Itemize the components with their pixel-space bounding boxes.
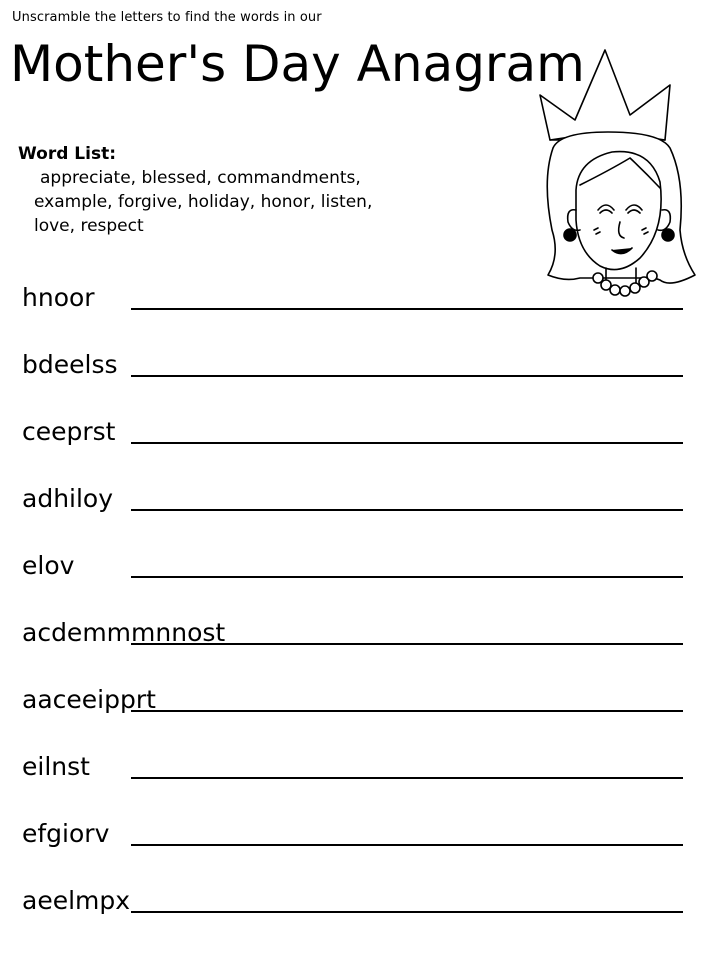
answer-line[interactable] bbox=[131, 509, 683, 511]
worksheet-title: Mother's Day Anagram bbox=[10, 35, 585, 93]
answer-line[interactable] bbox=[131, 777, 683, 779]
anagram-row bbox=[0, 283, 718, 323]
answer-line[interactable] bbox=[131, 308, 683, 310]
answer-line[interactable] bbox=[131, 576, 683, 578]
scrambled-word: eilnst bbox=[22, 752, 90, 781]
answer-line[interactable] bbox=[131, 710, 683, 712]
anagram-row bbox=[0, 886, 718, 926]
anagram-row bbox=[0, 417, 718, 457]
answer-line[interactable] bbox=[131, 911, 683, 913]
answer-line[interactable] bbox=[131, 375, 683, 377]
scrambled-word: ceeprst bbox=[22, 417, 116, 446]
scrambled-word: aeelmpx bbox=[22, 886, 131, 915]
scrambled-word: hnoor bbox=[22, 283, 95, 312]
anagram-row bbox=[0, 618, 718, 658]
word-list-label: Word List: bbox=[18, 144, 116, 164]
answer-line[interactable] bbox=[131, 442, 683, 444]
scrambled-word: elov bbox=[22, 551, 75, 580]
answer-line[interactable] bbox=[131, 844, 683, 846]
word-list-line: love, respect bbox=[34, 216, 144, 236]
word-list-line: appreciate, blessed, commandments, bbox=[40, 168, 361, 188]
anagram-row bbox=[0, 685, 718, 725]
anagram-row bbox=[0, 819, 718, 859]
scrambled-word: adhiloy bbox=[22, 484, 114, 513]
instruction-text: Unscramble the letters to find the words in our bbox=[12, 10, 322, 25]
scrambled-word: efgiorv bbox=[22, 819, 110, 848]
scrambled-word: aaceeipprt bbox=[22, 685, 156, 714]
anagram-row bbox=[0, 752, 718, 792]
anagram-row bbox=[0, 350, 718, 390]
anagram-row bbox=[0, 551, 718, 591]
anagram-row bbox=[0, 484, 718, 524]
scrambled-word: acdemmmnnost bbox=[22, 618, 226, 647]
word-list-line: example, forgive, holiday, honor, listen, bbox=[34, 192, 373, 212]
scrambled-word: bdeelss bbox=[22, 350, 118, 379]
